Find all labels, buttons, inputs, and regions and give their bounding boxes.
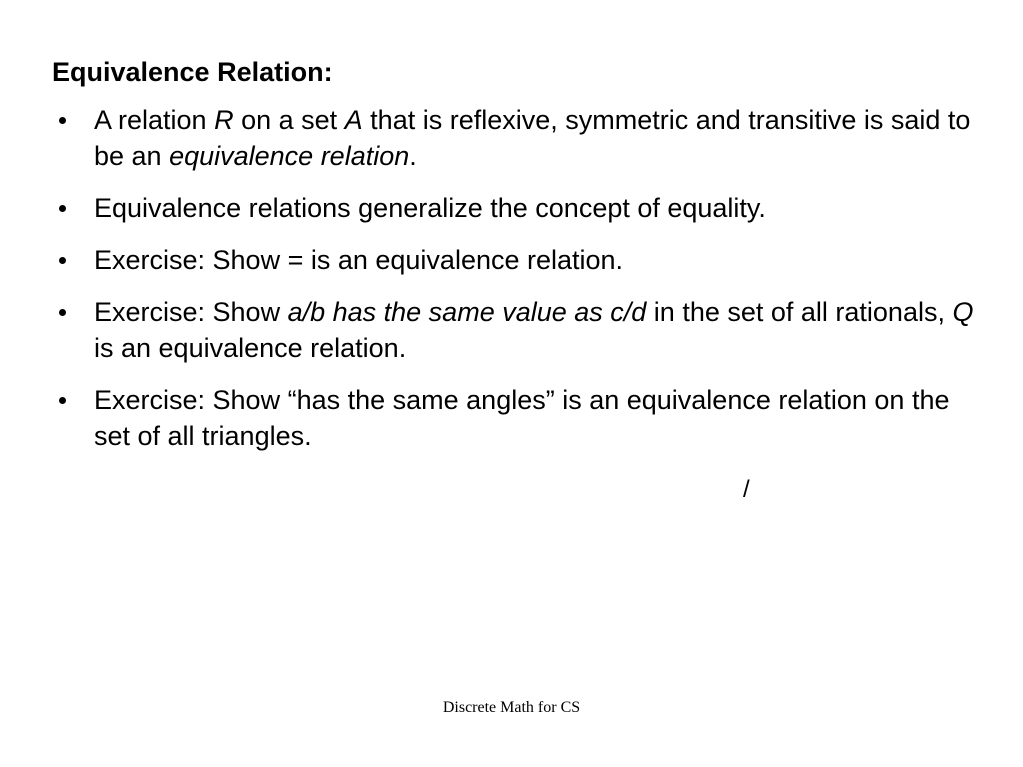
text-run: on a set bbox=[233, 105, 345, 135]
bullet-item bbox=[58, 382, 988, 454]
bullet-item bbox=[58, 102, 988, 174]
italic-text-run: equivalence relation bbox=[169, 141, 410, 171]
text-run: is an equivalence relation. bbox=[94, 333, 407, 363]
text-run: Exercise: Show = is an equivalence relation. bbox=[94, 245, 624, 275]
bullet-text bbox=[94, 294, 988, 366]
bullet-text bbox=[94, 190, 988, 226]
slide-title: Equivalence Relation: bbox=[52, 57, 333, 87]
bullet-dot-icon bbox=[59, 205, 66, 212]
bullet-text bbox=[94, 242, 988, 278]
bullet-list bbox=[58, 102, 988, 470]
slide-footer: Discrete Math for CS bbox=[442, 699, 581, 716]
text-run: Exercise: Show bbox=[94, 297, 288, 327]
bullet-text bbox=[94, 382, 988, 454]
bullet-dot-icon bbox=[59, 257, 66, 264]
text-run: Equivalence relations generalize the concept of equality. bbox=[94, 193, 766, 223]
bullet-dot-icon bbox=[59, 309, 66, 316]
text-run: that is reflexive, symmetric and transitive is said to be an bbox=[94, 105, 971, 171]
text-run: Exercise: Show “has the same angles” is an equivalence relation on the set of all triangles. bbox=[94, 385, 950, 451]
italic-text-run: a/b has the same value as c/d bbox=[287, 297, 647, 327]
text-run: . bbox=[409, 141, 417, 171]
italic-text-run: R bbox=[214, 105, 234, 135]
italic-text-run: Q bbox=[952, 297, 974, 327]
bullet-item bbox=[58, 294, 988, 366]
bullet-dot-icon bbox=[59, 397, 66, 404]
text-run: in the set of all rationals, bbox=[646, 297, 953, 327]
bullet-text bbox=[94, 102, 988, 174]
bullet-item bbox=[58, 242, 988, 278]
bullet-item bbox=[58, 190, 988, 226]
italic-text-run: A bbox=[344, 105, 363, 135]
bullet-dot-icon bbox=[59, 117, 66, 124]
text-run: A relation bbox=[94, 105, 215, 135]
stray-slash-mark: / bbox=[743, 476, 750, 503]
